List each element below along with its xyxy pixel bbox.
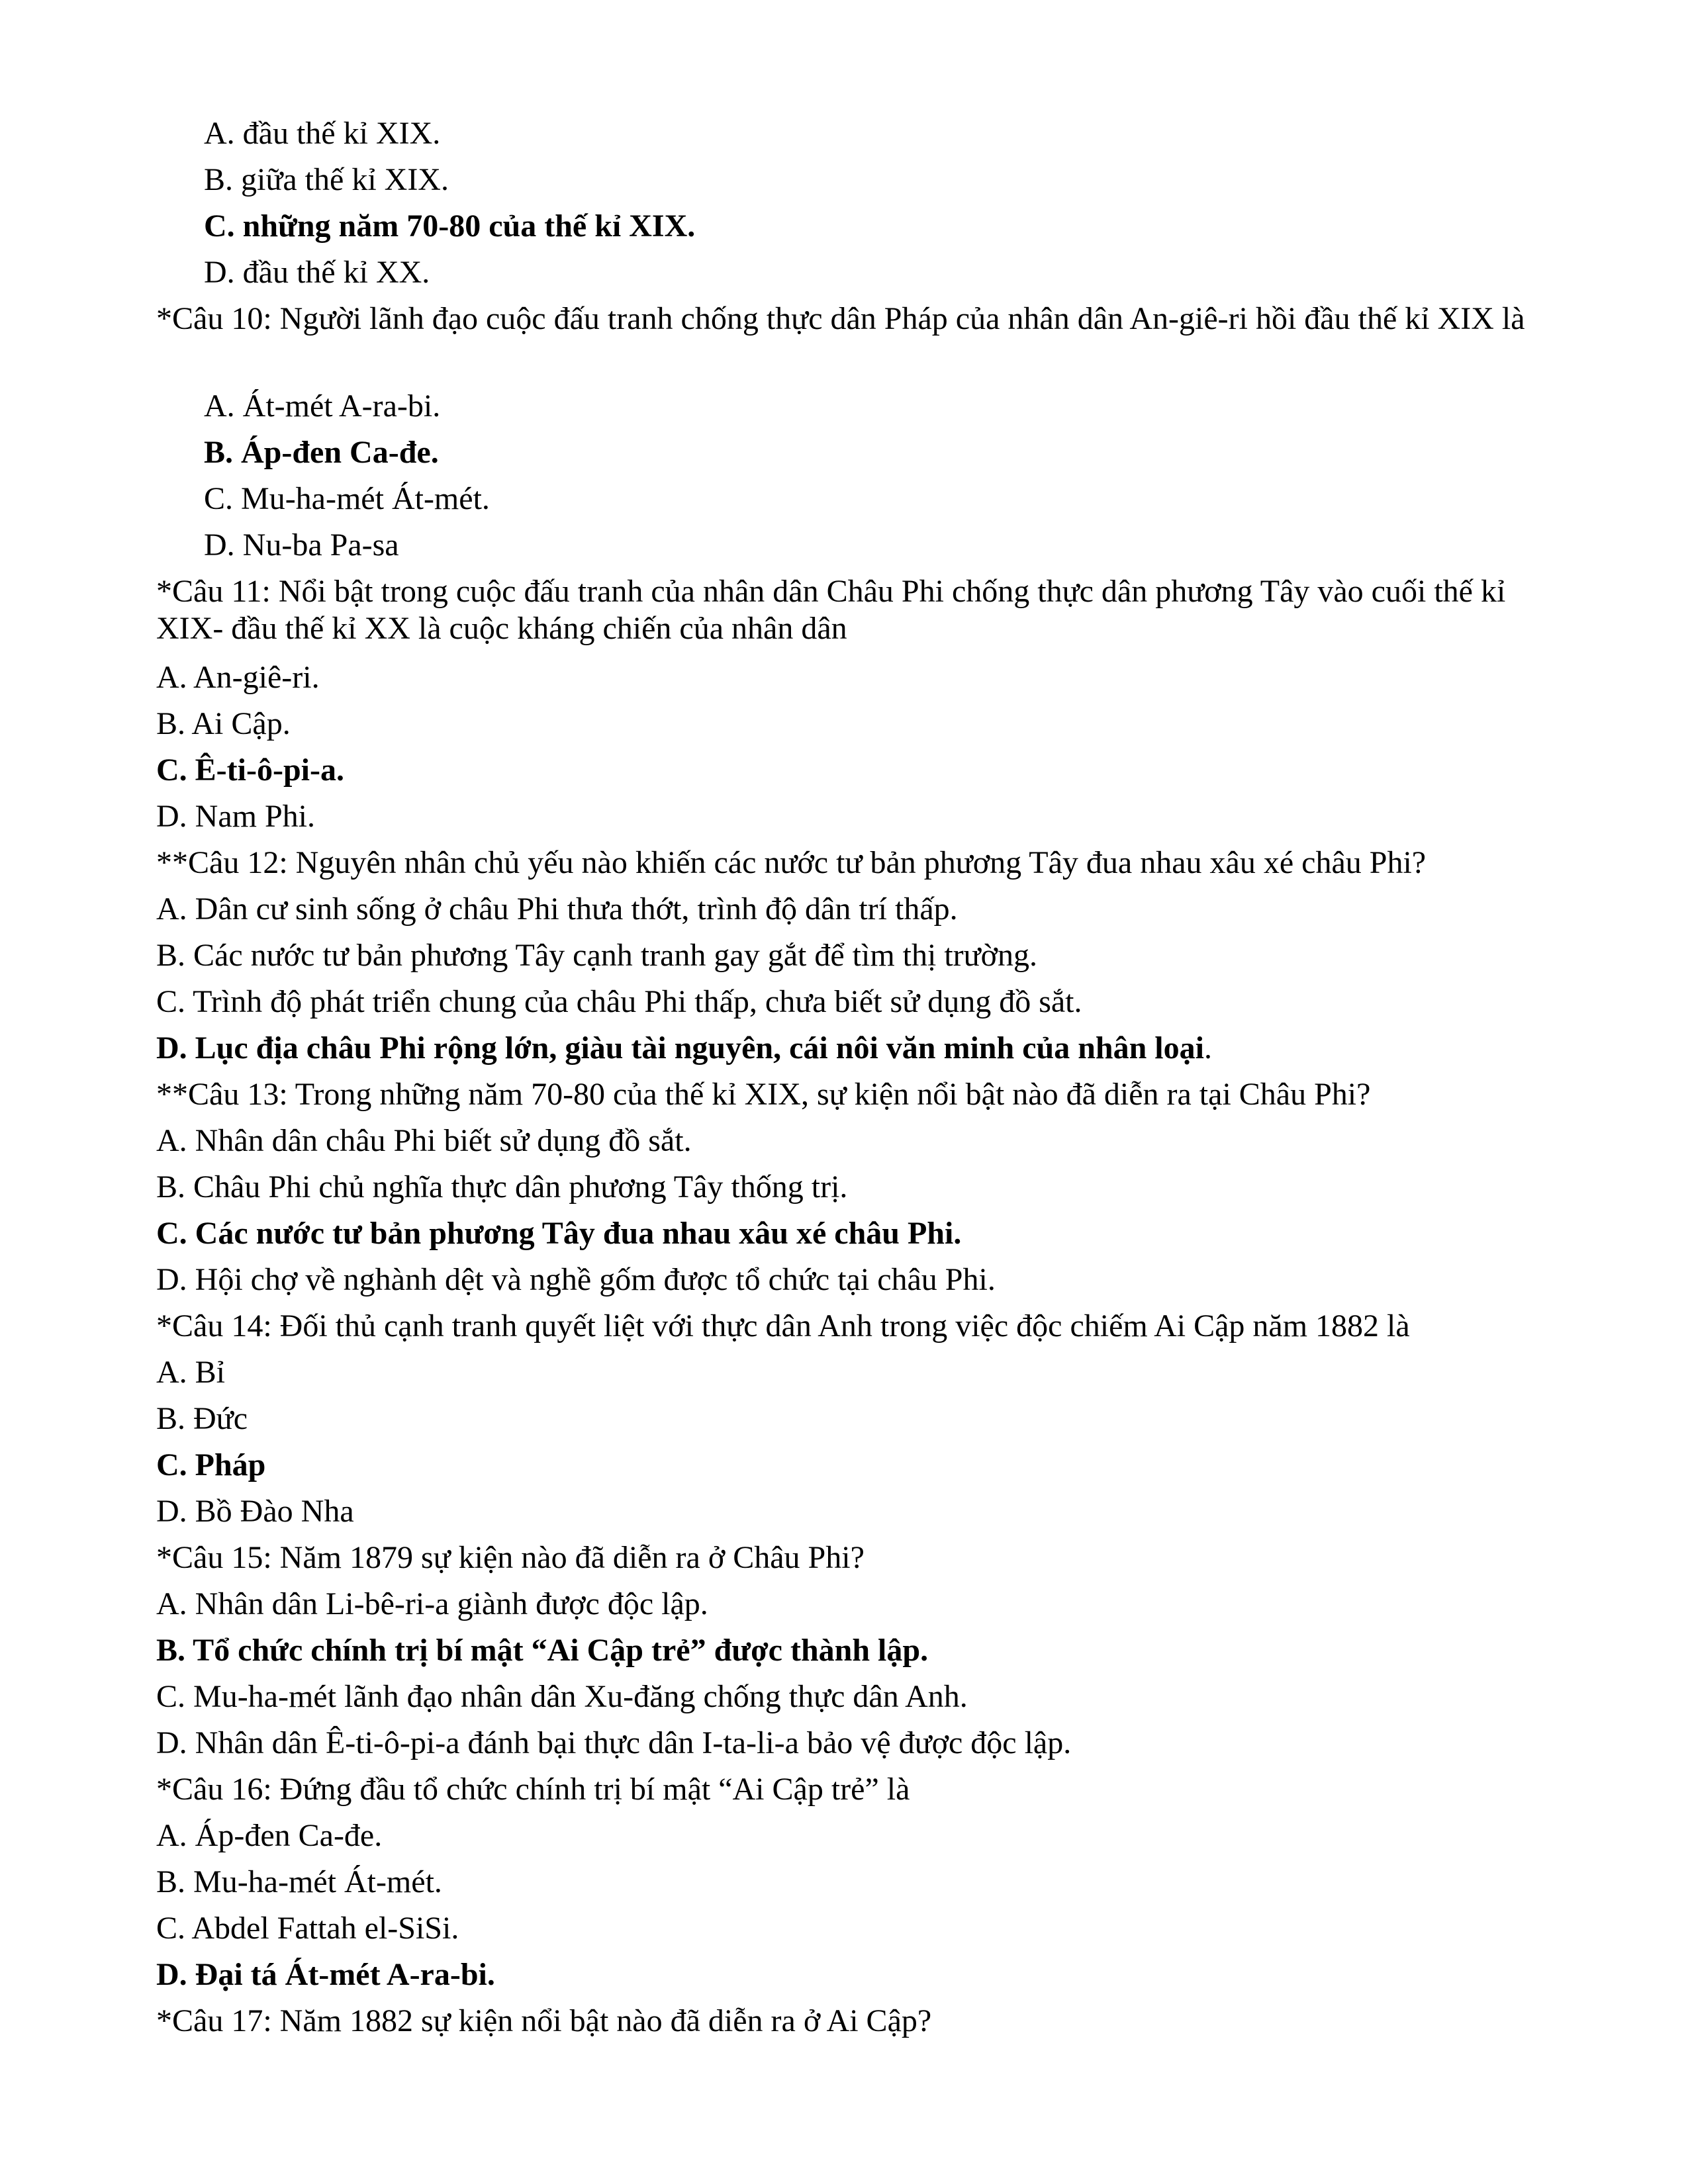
q12-option-d-answer: D. Lục địa châu Phi rộng lớn, giàu tài nguyên, cái nôi văn minh của nhân loại — [156, 1030, 1204, 1066]
q13-option-a: A. Nhân dân châu Phi biết sử dụng đồ sắt. — [156, 1123, 692, 1158]
q9-option-a: A. đầu thế kỉ XIX. — [204, 116, 441, 151]
q12-option-a: A. Dân cư sinh sống ở châu Phi thưa thớt, trình độ dân trí thấp. — [156, 891, 958, 927]
q11-option-d: D. Nam Phi. — [156, 799, 315, 834]
q15-option-d: D. Nhân dân Ê-ti-ô-pi-a đánh bại thực dân I-ta-li-a bảo vệ được độc lập. — [156, 1725, 1072, 1760]
q16-option-b: B. Mu-ha-mét Át-mét. — [156, 1864, 442, 1899]
q12-option-b: B. Các nước tư bản phương Tây cạnh tranh gay gắt để tìm thị trường. — [156, 938, 1038, 973]
q11-option-b: B. Ai Cập. — [156, 706, 291, 741]
q15-option-b-answer: B. Tổ chức chính trị bí mật “Ai Cập trẻ” được thành lập. — [156, 1633, 929, 1668]
q13-option-d: D. Hội chợ về nghành dệt và nghề gốm được tổ chức tại châu Phi. — [156, 1262, 996, 1297]
q16-option-a: A. Áp-đen Ca-đe. — [156, 1818, 383, 1853]
q14-option-c-answer: C. Pháp — [156, 1447, 266, 1482]
q13-option-b: B. Châu Phi chủ nghĩa thực dân phương Tây thống trị. — [156, 1169, 848, 1205]
q15-option-a: A. Nhân dân Li-bê-ri-a giành được độc lập. — [156, 1586, 708, 1621]
question-13: **Câu 13: Trong những năm 70-80 của thế kỉ XIX, sự kiện nổi bật nào đã diễn ra tại Châu Phi? — [156, 1077, 1371, 1112]
q14-option-a: A. Bỉ — [156, 1355, 226, 1390]
question-15: *Câu 15: Năm 1879 sự kiện nào đã diễn ra ở Châu Phi? — [156, 1540, 865, 1575]
q14-option-d: D. Bồ Đào Nha — [156, 1494, 354, 1529]
q10-option-b-answer: B. Áp-đen Ca-đe. — [204, 435, 439, 470]
q10-option-c: C. Mu-ha-mét Át-mét. — [204, 481, 490, 516]
q9-option-b: B. giữa thế kỉ XIX. — [204, 162, 449, 197]
trailing-period: . — [1203, 1030, 1212, 1066]
q15-option-c: C. Mu-ha-mét lãnh đạo nhân dân Xu-đăng chống thực dân Anh. — [156, 1679, 968, 1714]
q12-option-d-answer-line — [156, 1030, 1212, 1067]
q16-option-c: C. Abdel Fattah el-SiSi. — [156, 1911, 459, 1946]
q9-option-c-answer: C. những năm 70-80 của thế kỉ XIX. — [204, 208, 696, 244]
q10-option-d: D. Nu-ba Pa-sa — [204, 527, 399, 563]
q14-option-b: B. Đức — [156, 1401, 248, 1436]
q9-option-d: D. đầu thế kỉ XX. — [204, 255, 430, 290]
q13-option-c-answer: C. Các nước tư bản phương Tây đua nhau xâu xé châu Phi. — [156, 1216, 962, 1251]
question-11: *Câu 11: Nổi bật trong cuộc đấu tranh của nhân dân Châu Phi chống thực dân phương Tây vào cuối thế kỉ XIX- đầu thế kỉ XX là cuộc kháng chiến của nhân dân — [156, 574, 1506, 646]
question-16: *Câu 16: Đứng đầu tổ chức chính trị bí mật “Ai Cập trẻ” là — [156, 1772, 910, 1807]
question-17: *Câu 17: Năm 1882 sự kiện nổi bật nào đã diễn ra ở Ai Cập? — [156, 2003, 932, 2038]
q10-option-a: A. Át-mét A-ra-bi. — [204, 388, 441, 424]
q11-option-c-answer: C. Ê-ti-ô-pi-a. — [156, 752, 344, 788]
q16-option-d-answer: D. Đại tá Át-mét A-ra-bi. — [156, 1957, 495, 1992]
question-10: *Câu 10: Người lãnh đạo cuộc đấu tranh chống thực dân Pháp của nhân dân An-giê-ri hồi đầu thế kỉ XIX là — [156, 301, 1525, 336]
question-12: **Câu 12: Nguyên nhân chủ yếu nào khiến các nước tư bản phương Tây đua nhau xâu xé châu Phi? — [156, 845, 1427, 880]
q12-option-c: C. Trình độ phát triển chung của châu Phi thấp, chưa biết sử dụng đồ sắt. — [156, 984, 1082, 1019]
q11-option-a: A. An-giê-ri. — [156, 660, 320, 695]
question-14: *Câu 14: Đối thủ cạnh tranh quyết liệt với thực dân Anh trong việc độc chiếm Ai Cập năm 1882 là — [156, 1308, 1410, 1343]
